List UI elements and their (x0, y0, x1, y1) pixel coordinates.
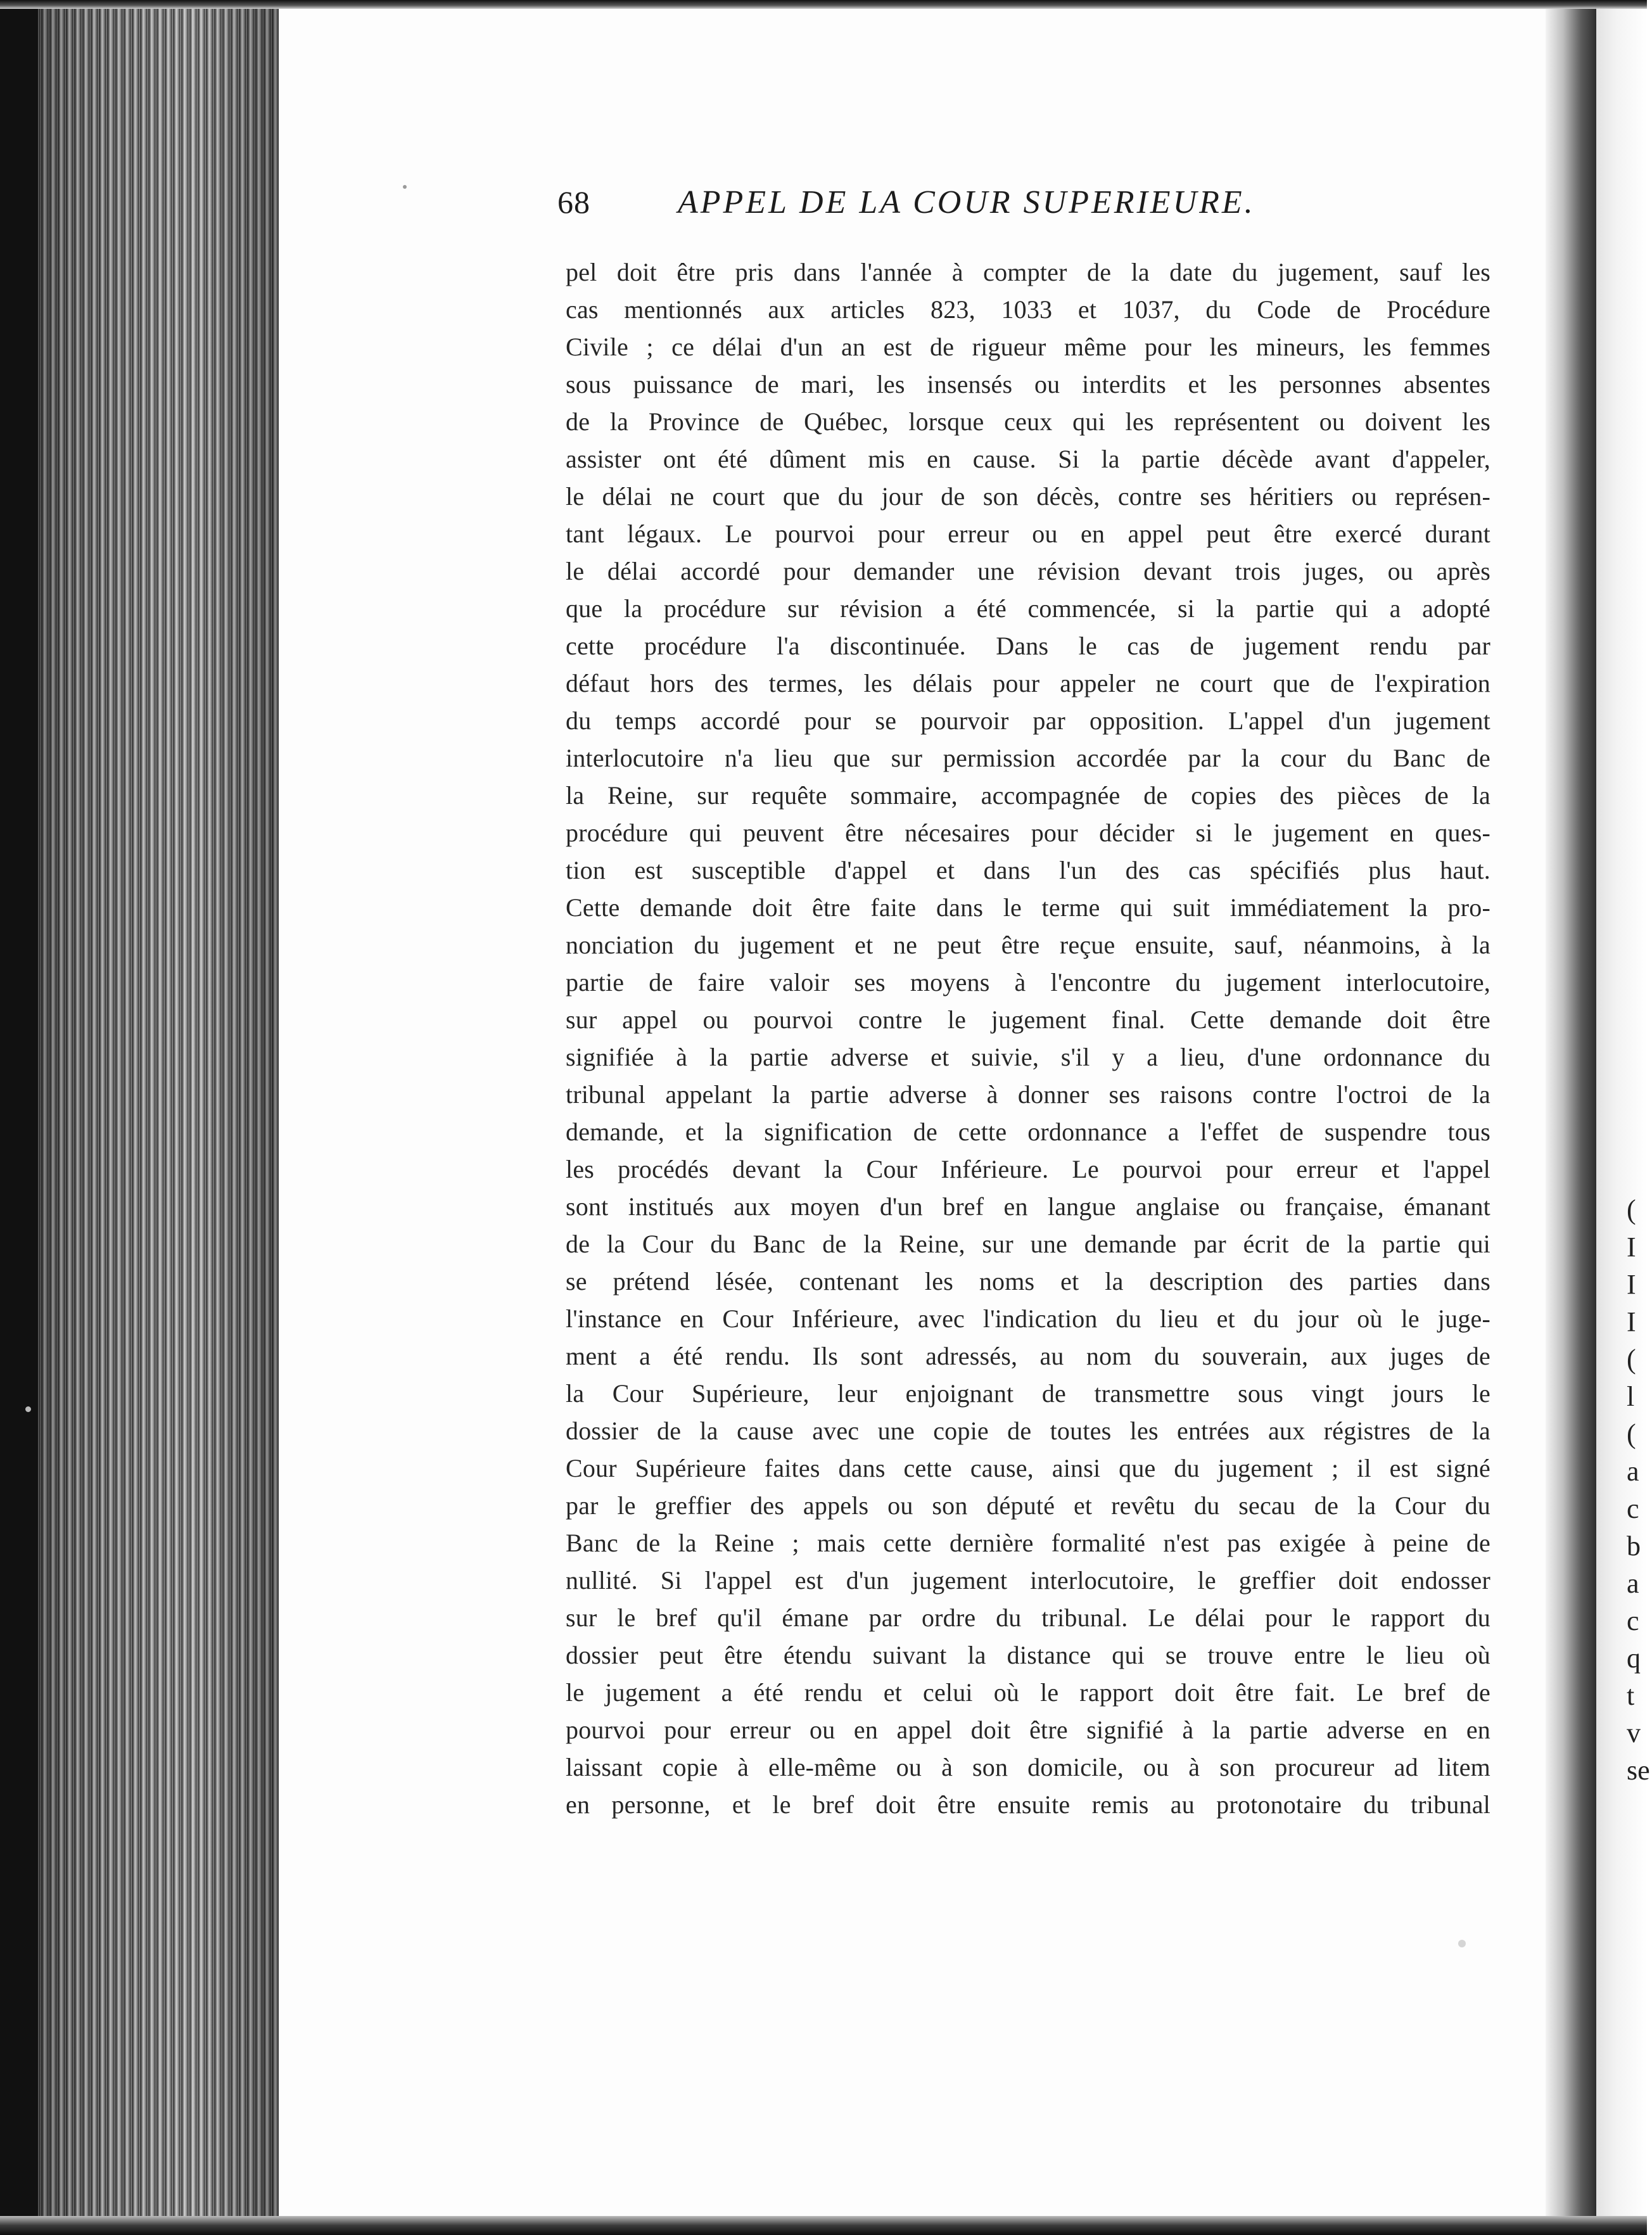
text-line: partie de faire valoir ses moyens à l'encontre du jugement interlocutoire, (566, 968, 1490, 997)
text-line: l'instance en Cour Inférieure, avec l'indication du lieu et du jour où le juge- (566, 1304, 1490, 1333)
facing-page-fragment: c (1627, 1493, 1639, 1524)
facing-page-fragment: I (1627, 1306, 1636, 1337)
text-line: de la Cour du Banc de la Reine, sur une demande par écrit de la partie qui (566, 1230, 1490, 1258)
scan-speck (403, 185, 407, 189)
facing-page-fragment: v (1627, 1717, 1641, 1748)
facing-page (1596, 0, 1647, 2235)
facing-page-fragment: a (1627, 1456, 1639, 1487)
text-line: le délai accordé pour demander une révision devant trois juges, ou après (566, 557, 1490, 585)
text-line: la Reine, sur requête sommaire, accompagnée de copies des pièces de la (566, 781, 1490, 810)
facing-page-fragment: I (1627, 1232, 1636, 1263)
text-line: Banc de la Reine ; mais cette dernière formalité n'est pas exigée à peine de (566, 1529, 1490, 1557)
scan-border-bottom (0, 2216, 1647, 2235)
text-line: dossier de la cause avec une copie de toutes les entrées aux régistres de la (566, 1417, 1490, 1445)
text-line: du temps accordé pour se pourvoir par opposition. L'appel d'un jugement (566, 706, 1490, 735)
text-line: demande, et la signification de cette ordonnance a l'effet de suspendre tous (566, 1118, 1490, 1146)
text-line: cas mentionnés aux articles 823, 1033 et 1037, du Code de Procédure (566, 295, 1490, 324)
facing-page-fragment: ( (1627, 1418, 1636, 1449)
facing-page-fragment: a (1627, 1568, 1639, 1599)
text-line: tant légaux. Le pourvoi pour erreur ou en appel peut être exercé durant (566, 519, 1490, 548)
facing-page-fragment: ( (1627, 1344, 1636, 1375)
scan-speck (25, 1406, 31, 1412)
text-line: tribunal appelant la partie adverse à donner ses raisons contre l'octroi de la (566, 1080, 1490, 1109)
text-line: sur le bref qu'il émane par ordre du tribunal. Le délai pour le rapport du (566, 1603, 1490, 1632)
scan-speck (1458, 1940, 1466, 1947)
facing-page-fragment: se (1627, 1755, 1650, 1786)
text-line: tion est susceptible d'appel et dans l'un des cas spécifiés plus haut. (566, 856, 1490, 884)
text-line: que la procédure sur révision a été commencée, si la partie qui a adopté (566, 594, 1490, 623)
facing-page-fragment: ( (1627, 1194, 1636, 1225)
facing-page-fragment: I (1627, 1269, 1636, 1300)
page-number: 68 (557, 184, 590, 220)
text-line: cette procédure l'a discontinuée. Dans le cas de jugement rendu par (566, 632, 1490, 660)
text-line: le jugement a été rendu et celui où le rapport doit être fait. Le bref de (566, 1678, 1490, 1707)
text-line: Cour Supérieure faites dans cette cause, ainsi que du jugement ; il est signé (566, 1454, 1490, 1482)
text-line: sous puissance de mari, les insensés ou interdits et les personnes absentes (566, 370, 1490, 398)
text-line: en personne, et le bref doit être ensuite remis au protonotaire du tribunal (566, 1790, 1490, 1819)
text-line: sont institués aux moyen d'un bref en langue anglaise ou française, émanant (566, 1192, 1490, 1221)
running-title: APPEL DE LA COUR SUPERIEURE. (678, 184, 1255, 220)
text-line: assister ont été dûment mis en cause. Si la partie décède avant d'appeler, (566, 445, 1490, 473)
text-line: nonciation du jugement et ne peut être reçue ensuite, sauf, néanmoins, à la (566, 931, 1490, 959)
page-header (557, 184, 1381, 234)
text-line: signifiée à la partie adverse et suivie, s'il y a lieu, d'une ordonnance du (566, 1043, 1490, 1071)
book-gutter (1546, 0, 1596, 2235)
text-line: procédure qui peuvent être nécesaires pour décider si le jugement en ques- (566, 818, 1490, 847)
text-line: de la Province de Québec, lorsque ceux qui les représentent ou doivent les (566, 407, 1490, 436)
facing-page-text-fragments (1627, 1191, 1652, 1789)
text-line: les procédés devant la Cour Inférieure. Le pourvoi pour erreur et l'appel (566, 1155, 1490, 1183)
scan-border-left (0, 0, 38, 2235)
text-line: interlocutoire n'a lieu que sur permission accordée par la cour du Banc de (566, 744, 1490, 772)
text-line: défaut hors des termes, les délais pour appeler ne court que de l'expiration (566, 669, 1490, 697)
text-line: dossier peut être étendu suivant la distance qui se trouve entre le lieu où (566, 1641, 1490, 1669)
scan-border-top (0, 0, 1647, 9)
text-line: pourvoi pour erreur ou en appel doit être signifié à la partie adverse en en (566, 1716, 1490, 1744)
text-line: pel doit être pris dans l'année à compter de la date du jugement, sauf les (566, 258, 1490, 286)
facing-page-fragment: q (1627, 1643, 1641, 1674)
text-line: se prétend lésée, contenant les noms et la description des parties dans (566, 1267, 1490, 1296)
facing-page-fragment: t (1627, 1680, 1635, 1711)
text-line: sur appel ou pourvoi contre le jugement final. Cette demande doit être (566, 1005, 1490, 1034)
text-line: par le greffier des appels ou son député et revêtu du secau de la Cour du (566, 1491, 1490, 1520)
text-line: le délai ne court que du jour de son décès, contre ses héritiers ou représen- (566, 482, 1490, 511)
facing-page-fragment: b (1627, 1531, 1641, 1562)
facing-page-fragment: c (1627, 1605, 1639, 1636)
text-line: ment a été rendu. Ils sont adressés, au nom du souverain, aux juges de (566, 1342, 1490, 1370)
text-line: Cette demande doit être faite dans le terme qui suit immédiatement la pro- (566, 893, 1490, 922)
facing-page-fragment: l (1627, 1381, 1635, 1412)
page-edges-shading (0, 0, 279, 2235)
text-line: nullité. Si l'appel est d'un jugement interlocutoire, le greffier doit endosser (566, 1566, 1490, 1595)
body-text (566, 253, 1490, 1823)
text-line: laissant copie à elle-même ou à son domicile, ou à son procureur ad litem (566, 1753, 1490, 1781)
text-line: Civile ; ce délai d'un an est de rigueur même pour les mineurs, les femmes (566, 333, 1490, 361)
text-line: la Cour Supérieure, leur enjoignant de transmettre sous vingt jours le (566, 1379, 1490, 1408)
